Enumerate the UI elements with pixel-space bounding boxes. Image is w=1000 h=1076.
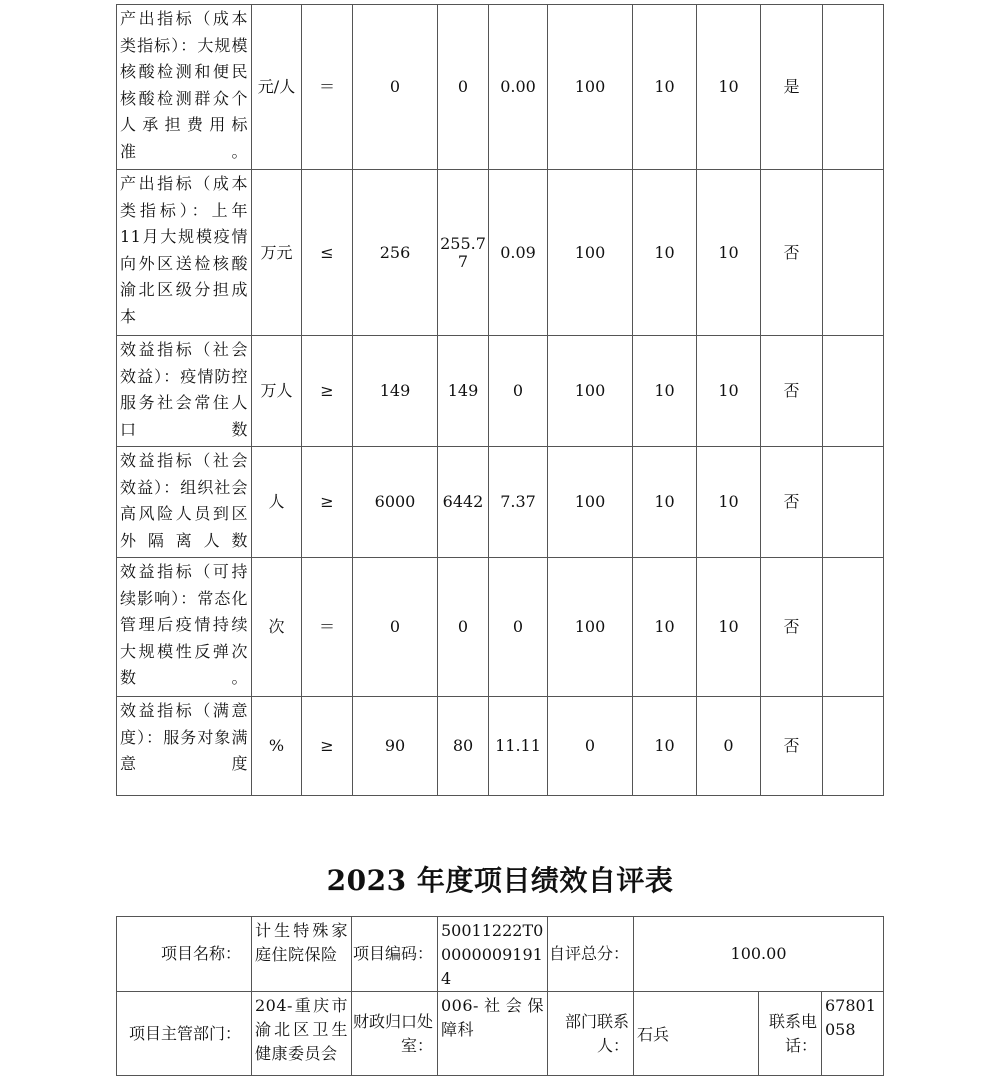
target-cell: 256 [353, 170, 438, 336]
contact-value: 石兵 [634, 992, 759, 1076]
project-name-label: 项目名称： [117, 917, 252, 992]
actual-cell: 6442 [438, 447, 489, 558]
flag-cell: 否 [761, 558, 823, 697]
project-code-value: 50011222T000000091914 [438, 917, 548, 992]
indicator-name-cell: 产出指标（成本类指标）：上年11月大规模疫情向外区送检核酸渝北区级分担成本 [117, 170, 252, 336]
weight-cell: 100 [548, 447, 633, 558]
deviation-cell: 11.11 [489, 697, 548, 796]
project-name-value: 计生特殊家庭住院保险 [252, 917, 352, 992]
actual-cell: 149 [438, 336, 489, 447]
self-score-label: 自评总分： [548, 917, 634, 992]
flag-cell: 否 [761, 170, 823, 336]
deviation-cell: 7.37 [489, 447, 548, 558]
unit-cell: 万人 [252, 336, 302, 447]
project-code-label: 项目编码： [352, 917, 438, 992]
score-cell: 10 [697, 336, 761, 447]
self-score-value: 100.00 [634, 917, 884, 992]
unit-cell: 次 [252, 558, 302, 697]
dept-label: 项目主管部门： [117, 992, 252, 1076]
flag-cell: 是 [761, 5, 823, 170]
flag-cell: 否 [761, 697, 823, 796]
target-cell: 149 [353, 336, 438, 447]
remark-cell [823, 170, 884, 336]
remark-cell [823, 5, 884, 170]
deviation-cell: 0 [489, 336, 548, 447]
page-title: 2023 年度项目绩效自评表 [326, 864, 674, 897]
operator-cell: ≥ [302, 336, 353, 447]
project-info-table [116, 916, 884, 1076]
deviation-cell: 0.00 [489, 5, 548, 170]
target-cell: 90 [353, 697, 438, 796]
score-cell: 10 [697, 447, 761, 558]
dept-value: 204-重庆市渝北区卫生健康委员会 [252, 992, 352, 1076]
actual-cell: 0 [438, 558, 489, 697]
target-cell: 0 [353, 5, 438, 170]
full-score-cell: 10 [633, 697, 697, 796]
weight-cell: 100 [548, 336, 633, 447]
indicator-name-cell: 产出指标（成本类指标）：大规模核酸检测和便民核酸检测群众个人承担费用标准。 [117, 5, 252, 170]
operator-cell: ＝ [302, 558, 353, 697]
weight-cell: 100 [548, 170, 633, 336]
score-cell: 0 [697, 697, 761, 796]
phone-value: 67801058 [822, 992, 884, 1076]
indicator-row [117, 697, 884, 796]
indicator-row [117, 170, 884, 336]
indicator-row [117, 336, 884, 447]
weight-cell: 100 [548, 5, 633, 170]
remark-cell [823, 697, 884, 796]
full-score-cell: 10 [633, 558, 697, 697]
unit-cell: % [252, 697, 302, 796]
flag-cell: 否 [761, 336, 823, 447]
remark-cell [823, 447, 884, 558]
indicator-row [117, 5, 884, 170]
operator-cell: ≥ [302, 697, 353, 796]
actual-cell: 80 [438, 697, 489, 796]
full-score-cell: 10 [633, 5, 697, 170]
indicator-row [117, 558, 884, 697]
unit-cell: 元/人 [252, 5, 302, 170]
full-score-cell: 10 [633, 447, 697, 558]
weight-cell: 0 [548, 697, 633, 796]
score-cell: 10 [697, 5, 761, 170]
operator-cell: ≥ [302, 447, 353, 558]
indicator-name-cell: 效益指标（社会效益）：疫情防控服务社会常住人口数 [117, 336, 252, 447]
finance-value: 006-社会保障科 [438, 992, 548, 1076]
score-cell: 10 [697, 558, 761, 697]
actual-cell: 255.77 [438, 170, 489, 336]
flag-cell: 否 [761, 447, 823, 558]
indicator-name-cell: 效益指标（满意度）：服务对象满意度 [117, 697, 252, 796]
finance-label: 财政归口处室： [352, 992, 438, 1076]
deviation-cell: 0 [489, 558, 548, 697]
remark-cell [823, 336, 884, 447]
contact-label: 部门联系人： [548, 992, 634, 1076]
weight-cell: 100 [548, 558, 633, 697]
deviation-cell: 0.09 [489, 170, 548, 336]
full-score-cell: 10 [633, 170, 697, 336]
indicator-name-cell: 效益指标（社会效益）：组织社会高风险人员到区外隔离人数 [117, 447, 252, 558]
target-cell: 0 [353, 558, 438, 697]
unit-cell: 万元 [252, 170, 302, 336]
phone-label: 联系电话： [759, 992, 822, 1076]
score-cell: 10 [697, 170, 761, 336]
indicator-name-cell: 效益指标（可持续影响）：常态化管理后疫情持续大规模性反弹次数。 [117, 558, 252, 697]
actual-cell: 0 [438, 5, 489, 170]
indicator-row [117, 447, 884, 558]
remark-cell [823, 558, 884, 697]
target-cell: 6000 [353, 447, 438, 558]
full-score-cell: 10 [633, 336, 697, 447]
operator-cell: ＝ [302, 5, 353, 170]
indicator-table [116, 4, 884, 796]
unit-cell: 人 [252, 447, 302, 558]
operator-cell: ≤ [302, 170, 353, 336]
